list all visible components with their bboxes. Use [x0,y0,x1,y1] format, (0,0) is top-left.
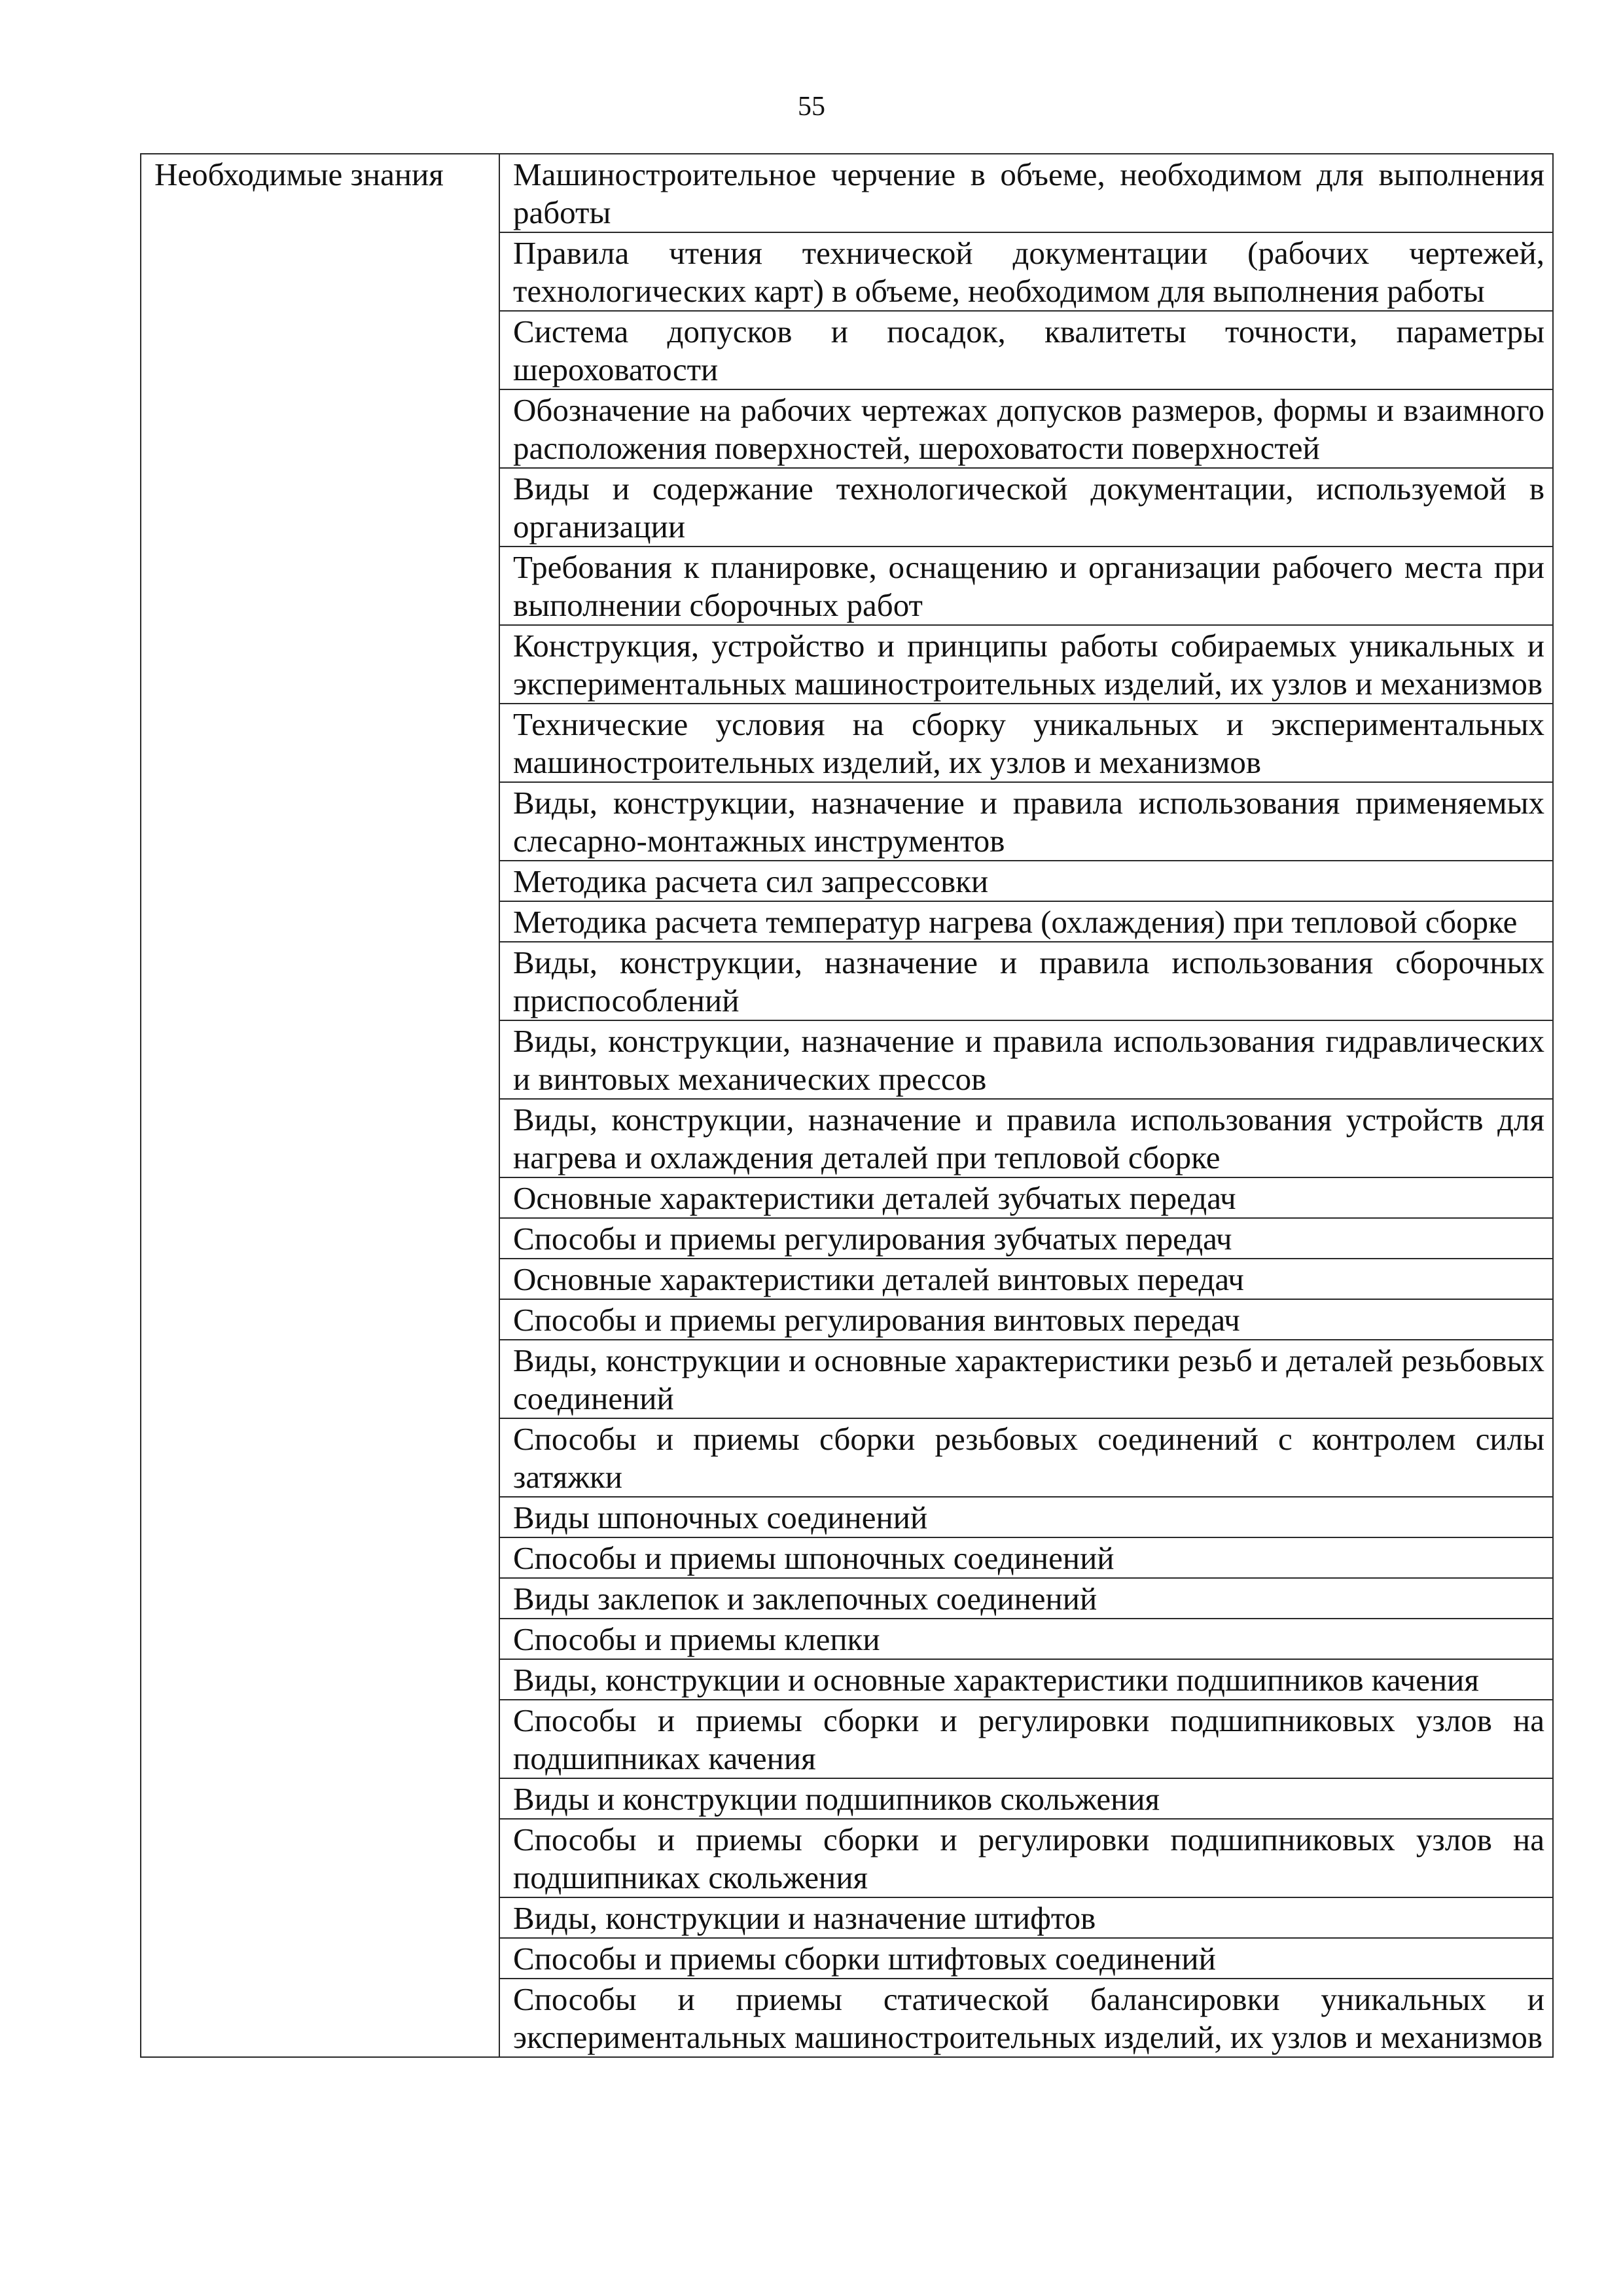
knowledge-item: Способы и приемы клепки [499,1619,1553,1659]
knowledge-item: Виды заклепок и заклепочных соединений [499,1578,1553,1619]
knowledge-item: Виды и конструкции подшипников скольжения [499,1778,1553,1819]
knowledge-item: Виды, конструкции и основные характеристики подшипников качения [499,1659,1553,1700]
row-label-cell: Необходимые знания [141,154,499,2057]
knowledge-item: Методика расчета температур нагрева (охлаждения) при тепловой сборке [499,901,1553,942]
knowledge-item: Способы и приемы сборки и регулировки подшипниковых узлов на подшипниках скольжения [499,1819,1553,1897]
knowledge-item: Методика расчета сил запрессовки [499,861,1553,901]
knowledge-item: Способы и приемы шпоночных соединений [499,1537,1553,1578]
page-number: 55 [798,92,825,122]
knowledge-item: Виды, конструкции, назначение и правила использования применяемых слесарно-монтажных инструментов [499,782,1553,861]
knowledge-item: Конструкция, устройство и принципы работы собираемых уникальных и экспериментальных машиностроительных изделий, их узлов и механизмов [499,625,1553,704]
knowledge-item: Машиностроительное черчение в объеме, необходимом для выполнения работы [499,154,1553,232]
knowledge-item: Виды шпоночных соединений [499,1497,1553,1537]
table-row [141,154,1553,232]
knowledge-item: Основные характеристики деталей зубчатых передач [499,1177,1553,1218]
knowledge-item: Способы и приемы сборки и регулировки подшипниковых узлов на подшипниках качения [499,1700,1553,1778]
knowledge-table [140,153,1554,2058]
knowledge-item: Способы и приемы сборки резьбовых соединений с контролем силы затяжки [499,1418,1553,1497]
knowledge-item: Виды, конструкции, назначение и правила использования сборочных приспособлений [499,942,1553,1020]
knowledge-item: Технические условия на сборку уникальных и экспериментальных машиностроительных изделий, их узлов и механизмов [499,704,1553,782]
knowledge-item: Способы и приемы регулирования винтовых передач [499,1299,1553,1340]
knowledge-item: Способы и приемы сборки штифтовых соединений [499,1938,1553,1979]
knowledge-item: Способы и приемы статической балансировки уникальных и экспериментальных машиностроительных изделий, их узлов и механизмов [499,1979,1553,2057]
knowledge-item: Виды, конструкции и основные характеристики резьб и деталей резьбовых соединений [499,1340,1553,1418]
knowledge-item: Способы и приемы регулирования зубчатых передач [499,1218,1553,1259]
knowledge-item: Обозначение на рабочих чертежах допусков размеров, формы и взаимного расположения поверхностей, шероховатости поверхностей [499,389,1553,468]
knowledge-item: Требования к планировке, оснащению и организации рабочего места при выполнении сборочных работ [499,547,1553,625]
knowledge-item: Виды, конструкции, назначение и правила использования устройств для нагрева и охлаждения деталей при тепловой сборке [499,1099,1553,1177]
knowledge-item: Виды, конструкции, назначение и правила использования гидравлических и винтовых механических прессов [499,1020,1553,1099]
knowledge-item: Система допусков и посадок, квалитеты точности, параметры шероховатости [499,311,1553,389]
knowledge-item: Основные характеристики деталей винтовых передач [499,1259,1553,1299]
knowledge-item: Виды, конструкции и назначение штифтов [499,1897,1553,1938]
knowledge-item: Виды и содержание технологической документации, используемой в организации [499,468,1553,547]
knowledge-item: Правила чтения технической документации (рабочих чертежей, технологических карт) в объеме, необходимом для выполнения работы [499,232,1553,311]
